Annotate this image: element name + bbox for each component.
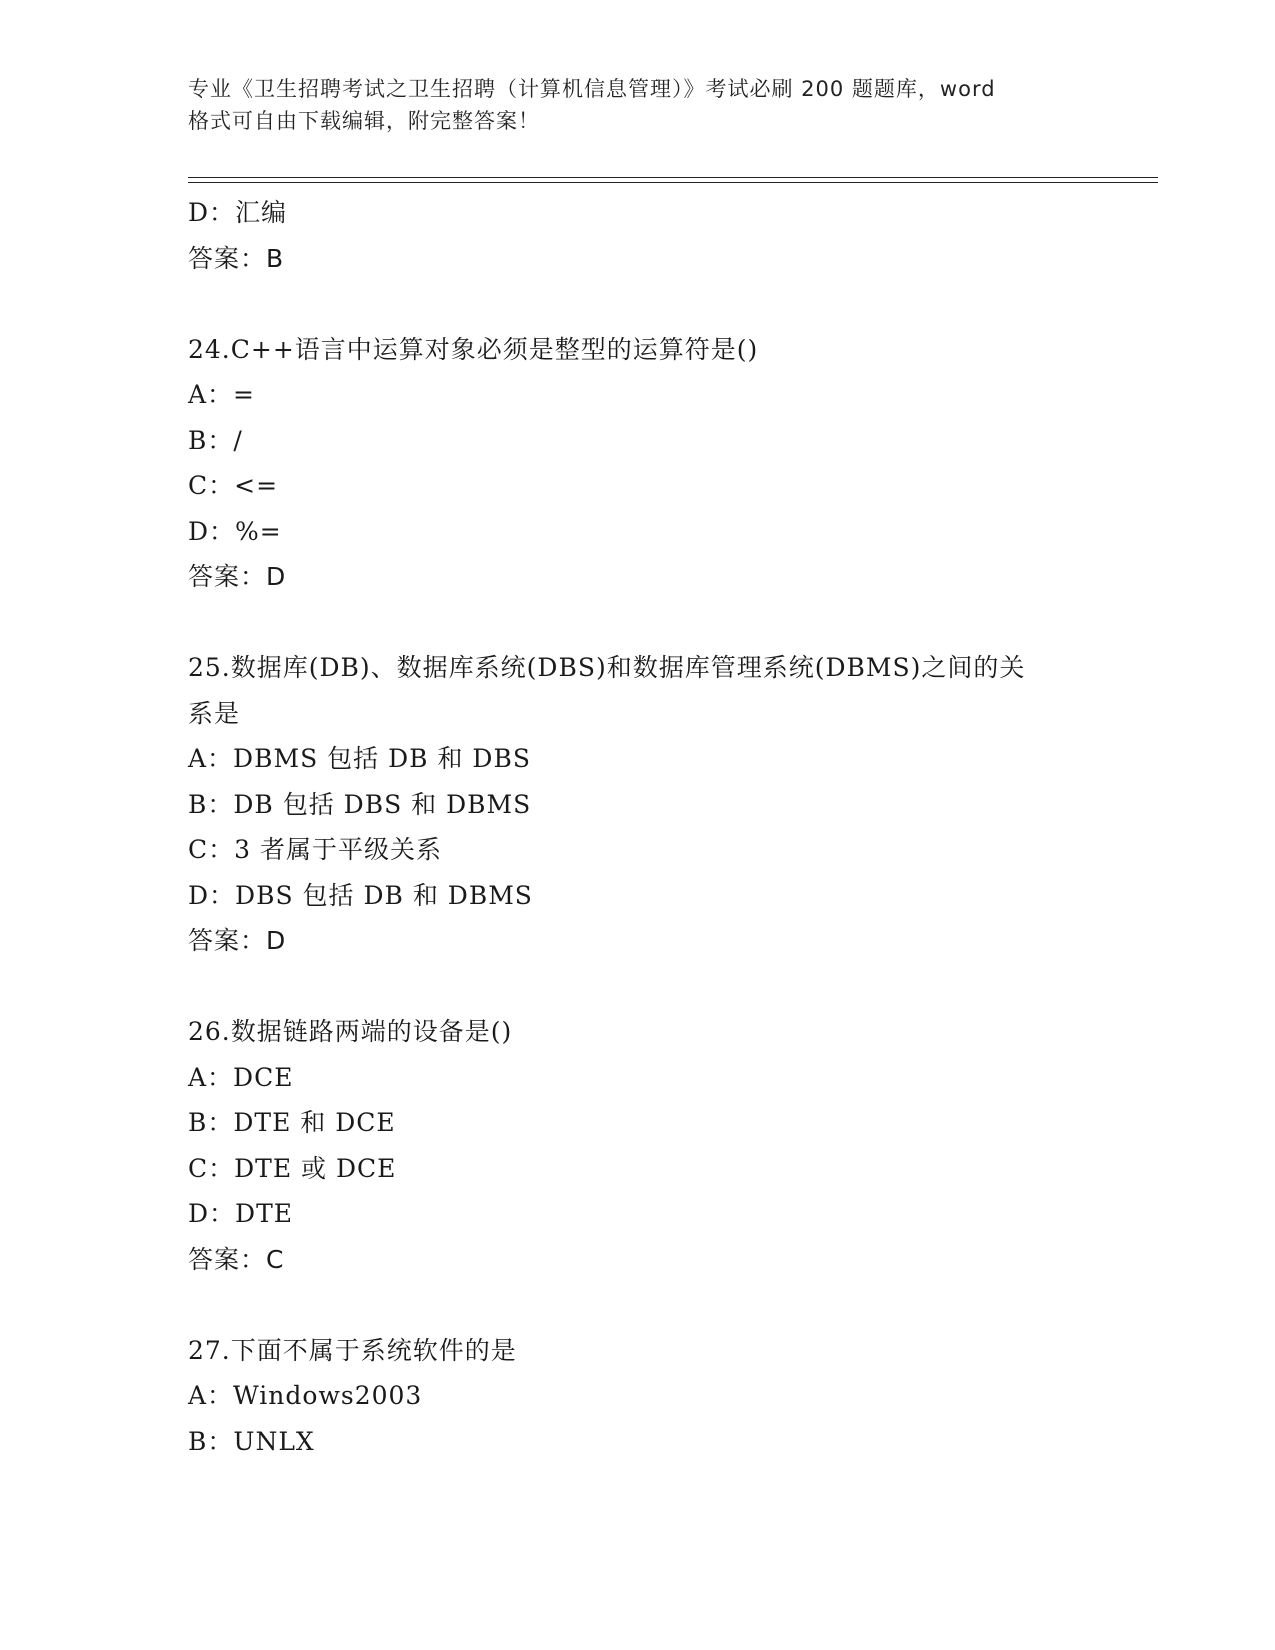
question-text: 24.C++语言中运算对象必须是整型的运算符是() [188,334,759,364]
question-block-prev [188,190,1088,281]
spacer [188,964,1088,1010]
option-d: D：%= [188,516,282,546]
answer-line: 答案：B [188,243,285,273]
question-block-26 [188,1009,1088,1282]
option-a: A：DCE [188,1062,294,1092]
answer-line: 答案：C [188,1244,285,1274]
option-a: A：DBMS 包括 DB 和 DBS [188,744,531,773]
question-text-line-2: 系是 [188,698,241,728]
question-text-line-1: 25.数据库(DB)、数据库系统(DBS)和数据库管理系统(DBMS)之间的关 [188,653,1026,682]
spacer [188,281,1088,327]
option-b: B：DB 包括 DBS 和 DBMS [188,789,532,819]
header-divider-top [188,177,1158,178]
document-header [188,73,1088,137]
option-d: D：DBS 包括 DB 和 DBMS [188,880,533,910]
option-a: A：= [188,380,256,409]
question-list [188,190,1088,1464]
option-d: D：汇编 [188,198,288,227]
header-line-2: 格式可自由下载编辑，附完整答案！ [188,109,540,133]
spacer [188,1282,1088,1328]
option-c: C：DTE 或 DCE [188,1153,397,1183]
option-d: D：DTE [188,1199,294,1228]
question-block-27 [188,1328,1088,1465]
header-divider-bottom [188,182,1158,183]
option-c: C：<= [188,471,279,500]
answer-line: 答案：D [188,562,287,591]
option-b: B：/ [188,425,243,455]
spacer [188,600,1088,646]
answer-line: 答案：D [188,926,287,955]
option-b: B：UNLX [188,1426,315,1456]
question-text: 26.数据链路两端的设备是() [188,1017,513,1046]
option-b: B：DTE 和 DCE [188,1108,396,1137]
option-c: C：3 者属于平级关系 [188,835,442,864]
option-a: A：Windows2003 [188,1381,423,1410]
question-block-25 [188,645,1088,964]
question-text: 27.下面不属于系统软件的是 [188,1335,517,1365]
header-line-1: 专业《卫生招聘考试之卫生招聘（计算机信息管理）》考试必刷 200 题题库，word [188,77,996,101]
question-block-24 [188,327,1088,600]
